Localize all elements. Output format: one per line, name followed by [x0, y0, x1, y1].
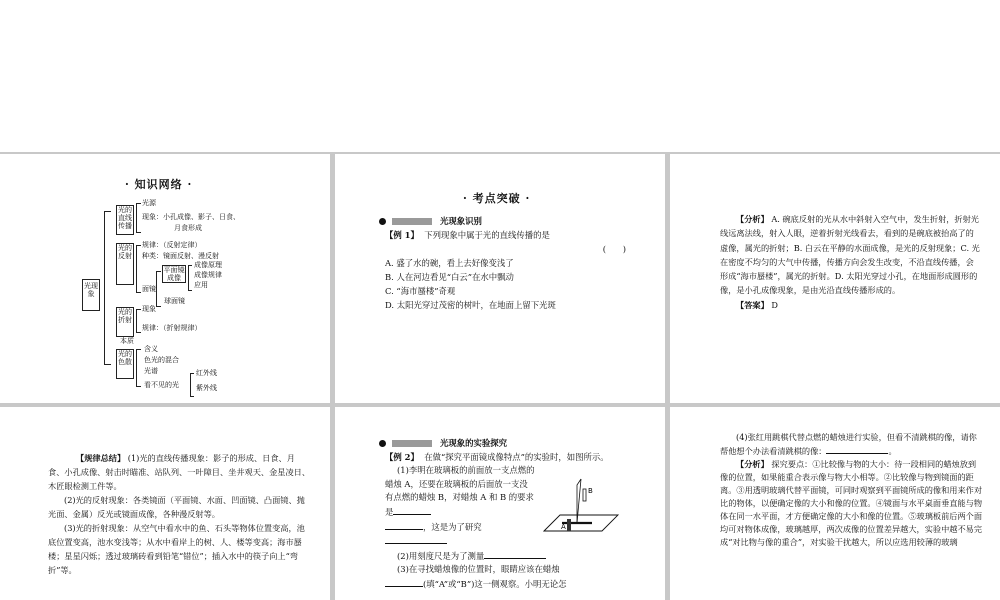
plane-item-principle: 成像原理 — [194, 261, 222, 269]
root-label: 光现象 — [84, 282, 98, 298]
straight-item-eclipse: 月食形成 — [174, 224, 202, 232]
straight-label: 光的直线传播 — [118, 206, 132, 230]
section-label: 光现象识别 — [440, 216, 482, 226]
root-brace — [104, 211, 111, 365]
bullet-dot — [379, 440, 386, 447]
option-c: C. “海市蜃楼”奇观 — [385, 286, 456, 296]
root-box — [82, 279, 100, 311]
example-1-question — [385, 228, 650, 242]
exam-points-title: · 考点突破 · — [463, 192, 531, 205]
summary-label: 【规律总结】 — [76, 453, 126, 463]
question-1-tail: ，这是为了研究 — [423, 521, 482, 532]
slide-question-4[interactable] — [670, 407, 1000, 600]
candle-a-label: A — [561, 523, 566, 531]
answer-blank[interactable] — [484, 549, 546, 559]
plane-mirror-box — [162, 265, 186, 283]
section-heading — [379, 214, 650, 228]
dispersion-brace — [136, 349, 141, 387]
question-2-text: (2)用刻度尺是为了测量 — [397, 550, 485, 561]
mirror-experiment-figure — [540, 471, 620, 539]
dispersion-item-meaning: 含义 — [144, 345, 158, 353]
analysis-label: 【分析】 — [736, 214, 769, 224]
plane-item-rule: 成像规律 — [194, 271, 222, 279]
question-1-text: (1)李明在玻璃板的前面放一支点燃的蜡烛 A，还要在玻璃板的后面放一支没有点燃的蜡烛 B，对蜡烛 A 和 B 的要求是 — [385, 465, 535, 517]
answer-blank[interactable] — [385, 534, 447, 544]
summary-para-2: (2)光的反射现象：各类镜面（平面镜、水面、凹面镜、凸面镜、抛光面、金属）反光或镜面成像，各种漫反射等。 — [48, 495, 305, 519]
infrared-label: 红外线 — [196, 369, 217, 377]
answer-blank[interactable] — [393, 505, 431, 515]
answer-value: D — [771, 299, 778, 310]
analysis-2-label: 【分析】 — [736, 459, 769, 469]
straight-box — [116, 205, 134, 235]
question-text: 下列现象中属于光的直线传播的是 — [424, 230, 550, 240]
straight-item-source: 光源 — [142, 199, 156, 207]
dispersion-label: 光的色散 — [118, 350, 132, 366]
glass-plate-edge — [577, 479, 581, 523]
candle-b-label: B — [588, 487, 593, 495]
refraction-item-law: 规律：（折射规律） — [142, 324, 202, 332]
section-tag — [392, 218, 432, 225]
analysis-text: A. 碗底反射的光从水中斜射入空气中，发生折射，折射光线远离法线，射入人眼，逆着折射光线看去，看到的是碗底被抬高了的虚像，属光的折射；B. 白云在平静的水面成像，是光的反射现象；C. 光在密度不均匀的大气中传播，传播方向会发生改变，不沿直线传播，会形成“海市蜃楼”，属光的折射。D. 太阳光穿过小孔，在地面形成圆形的像，是小孔成像现象，是由光沿直线传播形成的。 — [720, 214, 980, 296]
reflection-kinds: 种类：镜面反射、漫反射 — [142, 252, 219, 260]
slide-experiment[interactable] — [335, 407, 665, 600]
refraction-item-phenomena: 现象 — [142, 305, 156, 313]
refraction-brace — [136, 309, 141, 333]
question-3-text: (3)在寻找蜡烛像的位置时，眼睛应该在蜡烛 — [397, 564, 560, 575]
experiment-heading — [379, 437, 650, 451]
question-2 — [385, 549, 650, 564]
answer-blank[interactable] — [385, 520, 423, 530]
plane-mirror-label: 平面镜成像 — [163, 266, 185, 282]
summary-para-3: (3)光的折射现象：从空气中看水中的鱼、石头等物体位置变高，池底位置变高，池水变浅等；从水中看岸上的树、人、楼等变高；海市蜃楼；星星闪烁；透过玻璃砖看到铅笔“错位”；插入水中的筷子向上“弯折”等。 — [48, 523, 305, 575]
slide-analysis[interactable] — [670, 154, 1000, 403]
answer-line — [720, 298, 980, 312]
question-4-text: (4)张红用跳棋代替点燃的蜡烛进行实验，但看不清跳棋的像，请你帮他想个办法看清跳棋的像： — [720, 432, 977, 456]
reflection-law: 规律：（反射定律） — [142, 241, 202, 249]
analysis-2-paragraph — [720, 458, 982, 549]
plane-item-application: 应用 — [194, 281, 208, 289]
answer-label: 【答案】 — [736, 299, 769, 310]
answer-blank[interactable] — [826, 444, 888, 454]
sphere-mirror-label: 球面镜 — [164, 297, 185, 305]
option-d: D. 太阳光穿过茂密的树叶，在地面上留下光斑 — [385, 300, 556, 310]
summary-para-1 — [48, 451, 310, 493]
answer-blank[interactable] — [385, 577, 423, 587]
knowledge-network-title: · 知识网络 · — [125, 178, 193, 191]
section-tag — [392, 440, 432, 447]
answer-paren: ( ) — [602, 244, 626, 254]
reflection-box — [116, 243, 134, 285]
example-1-block — [385, 214, 650, 312]
slide-rule-summary[interactable] — [0, 407, 330, 600]
slide-exam-points[interactable] — [335, 154, 665, 403]
analysis-2-text: 探究要点：①比较像与物的大小：待一段相同的蜡烛放到像的位置，如果能重合表示像与物大小相等。②比较像与物到镜面的距离。③用透明玻璃代替平面镜，可同时观察到平面镜所成的像和用来作对比的物体，以便确定像的大小和像的位置。④镜面与水平桌面垂直能与物体在同一水平面，才方便确定像的大小和像的位置。⑤玻璃板前后两个面均可对物体成像，玻璃越厚，两次成像的位置差异越大，实验中越不易完成“对比物与像的重合”，对实验干扰越大，所以应选用较薄的玻璃 — [720, 459, 983, 547]
mirror-label: 面镜 — [142, 285, 156, 293]
plane-brace — [188, 265, 192, 291]
invisible-light-label: 看不见的光 — [144, 381, 179, 389]
straight-brace — [136, 203, 141, 233]
dispersion-item-spectrum: 光谱 — [144, 367, 158, 375]
option-a: A. 盛了水的碗，看上去好像变浅了 — [385, 258, 514, 268]
example-2-label: 【例 2】 — [385, 451, 419, 462]
reflection-brace — [136, 245, 141, 293]
summary-text-1: (1)光的直线传播现象：影子的形成、日食、月食、小孔成像、射击时瞄准、站队列、一叶障目、坐井观天、金星凌日、木匠眼检测工件等。 — [48, 453, 311, 491]
example-1-label: 【例 1】 — [385, 230, 419, 240]
option-b: B. 人在河边看见“白云”在水中飘动 — [385, 272, 514, 282]
ultraviolet-label: 紫外线 — [196, 384, 217, 392]
refraction-box — [116, 307, 134, 337]
reflection-label: 光的反射 — [118, 244, 132, 260]
candle-a-shape — [567, 519, 571, 531]
straight-item-phenomena: 现象：小孔成像、影子、日食、 — [142, 213, 240, 221]
question-3-tail: (填“A”或“B”)这一侧观察。小明无论怎 — [423, 578, 567, 589]
mind-map — [78, 199, 318, 392]
question-4: (4)张红用跳棋代替点燃的蜡烛进行实验，但看不清跳棋的像，请你帮他想个办法看清跳棋的像： 。 — [720, 432, 977, 456]
experiment-section-label: 光现象的实验探究 — [440, 438, 507, 448]
slide-knowledge-network[interactable] — [0, 154, 330, 403]
question-4-block — [720, 431, 982, 549]
candle-b-shape — [583, 489, 586, 501]
bullet-dot — [379, 218, 386, 225]
dispersion-item-mixing: 色光的混合 — [144, 356, 179, 364]
blank-top-area — [0, 0, 1000, 152]
summary-block — [48, 451, 310, 577]
refraction-label: 光的折射 — [118, 308, 132, 324]
essence-label: 本质 — [120, 337, 134, 345]
example-2-intro — [385, 451, 650, 465]
mirror-brace — [156, 271, 161, 307]
example-2-intro-text: 在做“探究平面镜成像特点”的实验时，如图所示。 — [424, 451, 609, 462]
analysis-block — [720, 212, 980, 312]
question-3 — [385, 563, 650, 591]
invisible-brace — [190, 373, 194, 397]
analysis-paragraph — [720, 212, 980, 298]
question-1 — [385, 464, 535, 549]
dispersion-box — [116, 349, 134, 379]
